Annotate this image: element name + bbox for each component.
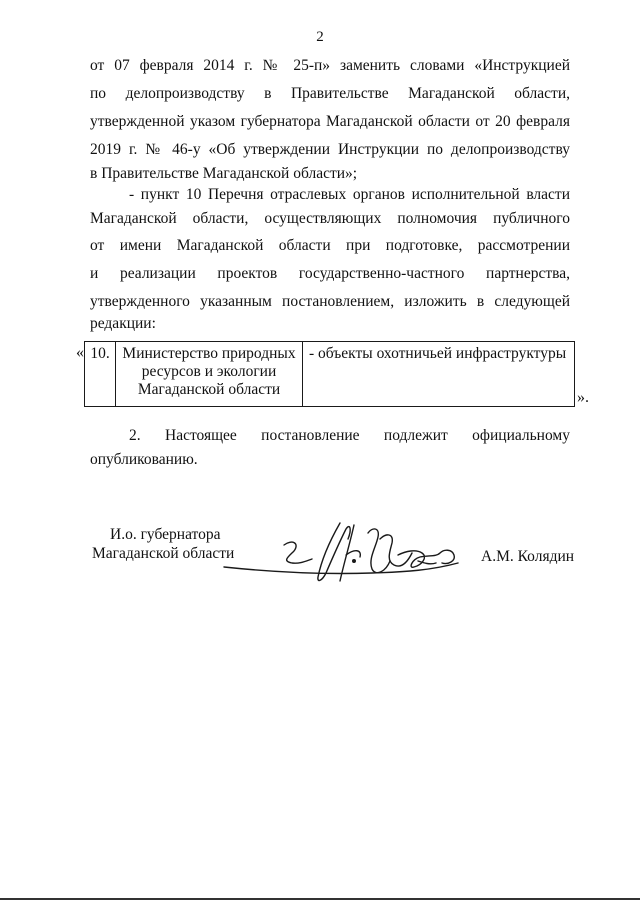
text-line: и реализации проектов государственно-частного партнерства,: [90, 265, 570, 282]
handwritten-signature: [222, 515, 467, 595]
page-number: 2: [316, 29, 324, 45]
text-line: по делопроизводству в Правительстве Магаданской области,: [90, 85, 570, 102]
row-description: - объекты охотничьей инфраструктуры: [303, 342, 575, 407]
open-quote: «: [76, 344, 84, 361]
text-line: утвержденного указанным постановлением, изложить в следующей: [90, 293, 570, 310]
row-organization: Министерство природных ресурсов и экологии Магаданской области: [116, 342, 303, 407]
text-line: от 07 февраля 2014 г. № 25-п» заменить словами «Инструкцией: [90, 57, 570, 74]
text-line: утвержденной указом губернатора Магаданской области от 20 февраля: [90, 113, 570, 130]
perechen-table: [84, 341, 575, 407]
row-number: 10.: [85, 342, 116, 407]
text-line: редакции:: [90, 315, 156, 332]
text-line: 2019 г. № 46-у «Об утверждении Инструкции по делопроизводству: [90, 141, 570, 158]
signatory-name: А.М. Колядин: [481, 548, 575, 565]
page-bottom-edge: [0, 898, 640, 900]
table-row: [85, 342, 575, 407]
signatory-position-line-2: Магаданской области: [92, 545, 235, 562]
text-line: опубликованию.: [90, 451, 198, 468]
signatory-position-line-1: И.о. губернатора: [110, 526, 221, 543]
text-line: в Правительстве Магаданской области»;: [90, 165, 358, 182]
text-line: 2. Настоящее постановление подлежит официальному: [129, 427, 570, 444]
text-line: Магаданской области, осуществляющих полномочия публичного: [90, 210, 570, 227]
text-line: - пункт 10 Перечня отраслевых органов исполнительной власти: [129, 186, 570, 203]
close-quote: ».: [577, 389, 589, 406]
text-line: от имени Магаданской области при подготовке, рассмотрении: [90, 237, 570, 254]
